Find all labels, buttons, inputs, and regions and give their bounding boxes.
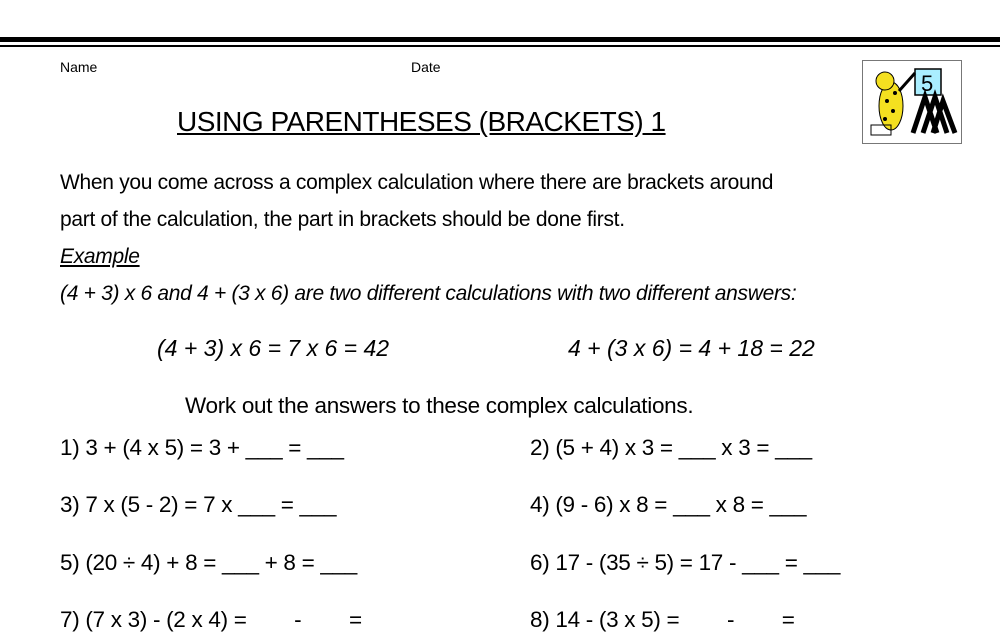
instruction: Work out the answers to these complex calculations. — [185, 393, 694, 418]
example-2: 4 + (3 x 6) = 4 + 18 = 22 — [568, 335, 815, 361]
top-rule-thick — [0, 37, 1000, 42]
problem-3: 3) 7 x (5 - 2) = 7 x ___ = ___ — [60, 492, 337, 517]
problem-2: 2) (5 + 4) x 3 = ___ x 3 = ___ — [530, 435, 812, 460]
page-title: USING PARENTHESES (BRACKETS) 1 — [177, 106, 666, 137]
problem-6: 6) 17 - (35 ÷ 5) = 17 - ___ = ___ — [530, 550, 841, 575]
date-label: Date — [411, 59, 441, 75]
problem-7: 7) (7 x 3) - (2 x 4) = - = — [60, 607, 362, 632]
intro-line-2: part of the calculation, the part in brackets should be done first. — [60, 208, 625, 231]
problem-1: 1) 3 + (4 x 5) = 3 + ___ = ___ — [60, 435, 344, 460]
logo-number: 5 — [921, 71, 934, 96]
problem-4: 4) (9 - 6) x 8 = ___ x 8 = ___ — [530, 492, 807, 517]
leopard-easel-icon — [863, 61, 961, 143]
intro-line-1: When you come across a complex calculation where there are brackets around — [60, 171, 774, 194]
example-1: (4 + 3) x 6 = 7 x 6 = 42 — [157, 335, 390, 361]
example-label: Example — [60, 245, 140, 268]
problem-5: 5) (20 ÷ 4) + 8 = ___ + 8 = ___ — [60, 550, 358, 575]
worksheet-logo — [862, 60, 962, 144]
name-label: Name — [60, 59, 98, 75]
problem-8: 8) 14 - (3 x 5) = - = — [530, 607, 795, 632]
example-description: (4 + 3) x 6 and 4 + (3 x 6) are two different calculations with two different answers: — [60, 282, 797, 305]
top-rule-thin — [0, 45, 1000, 47]
